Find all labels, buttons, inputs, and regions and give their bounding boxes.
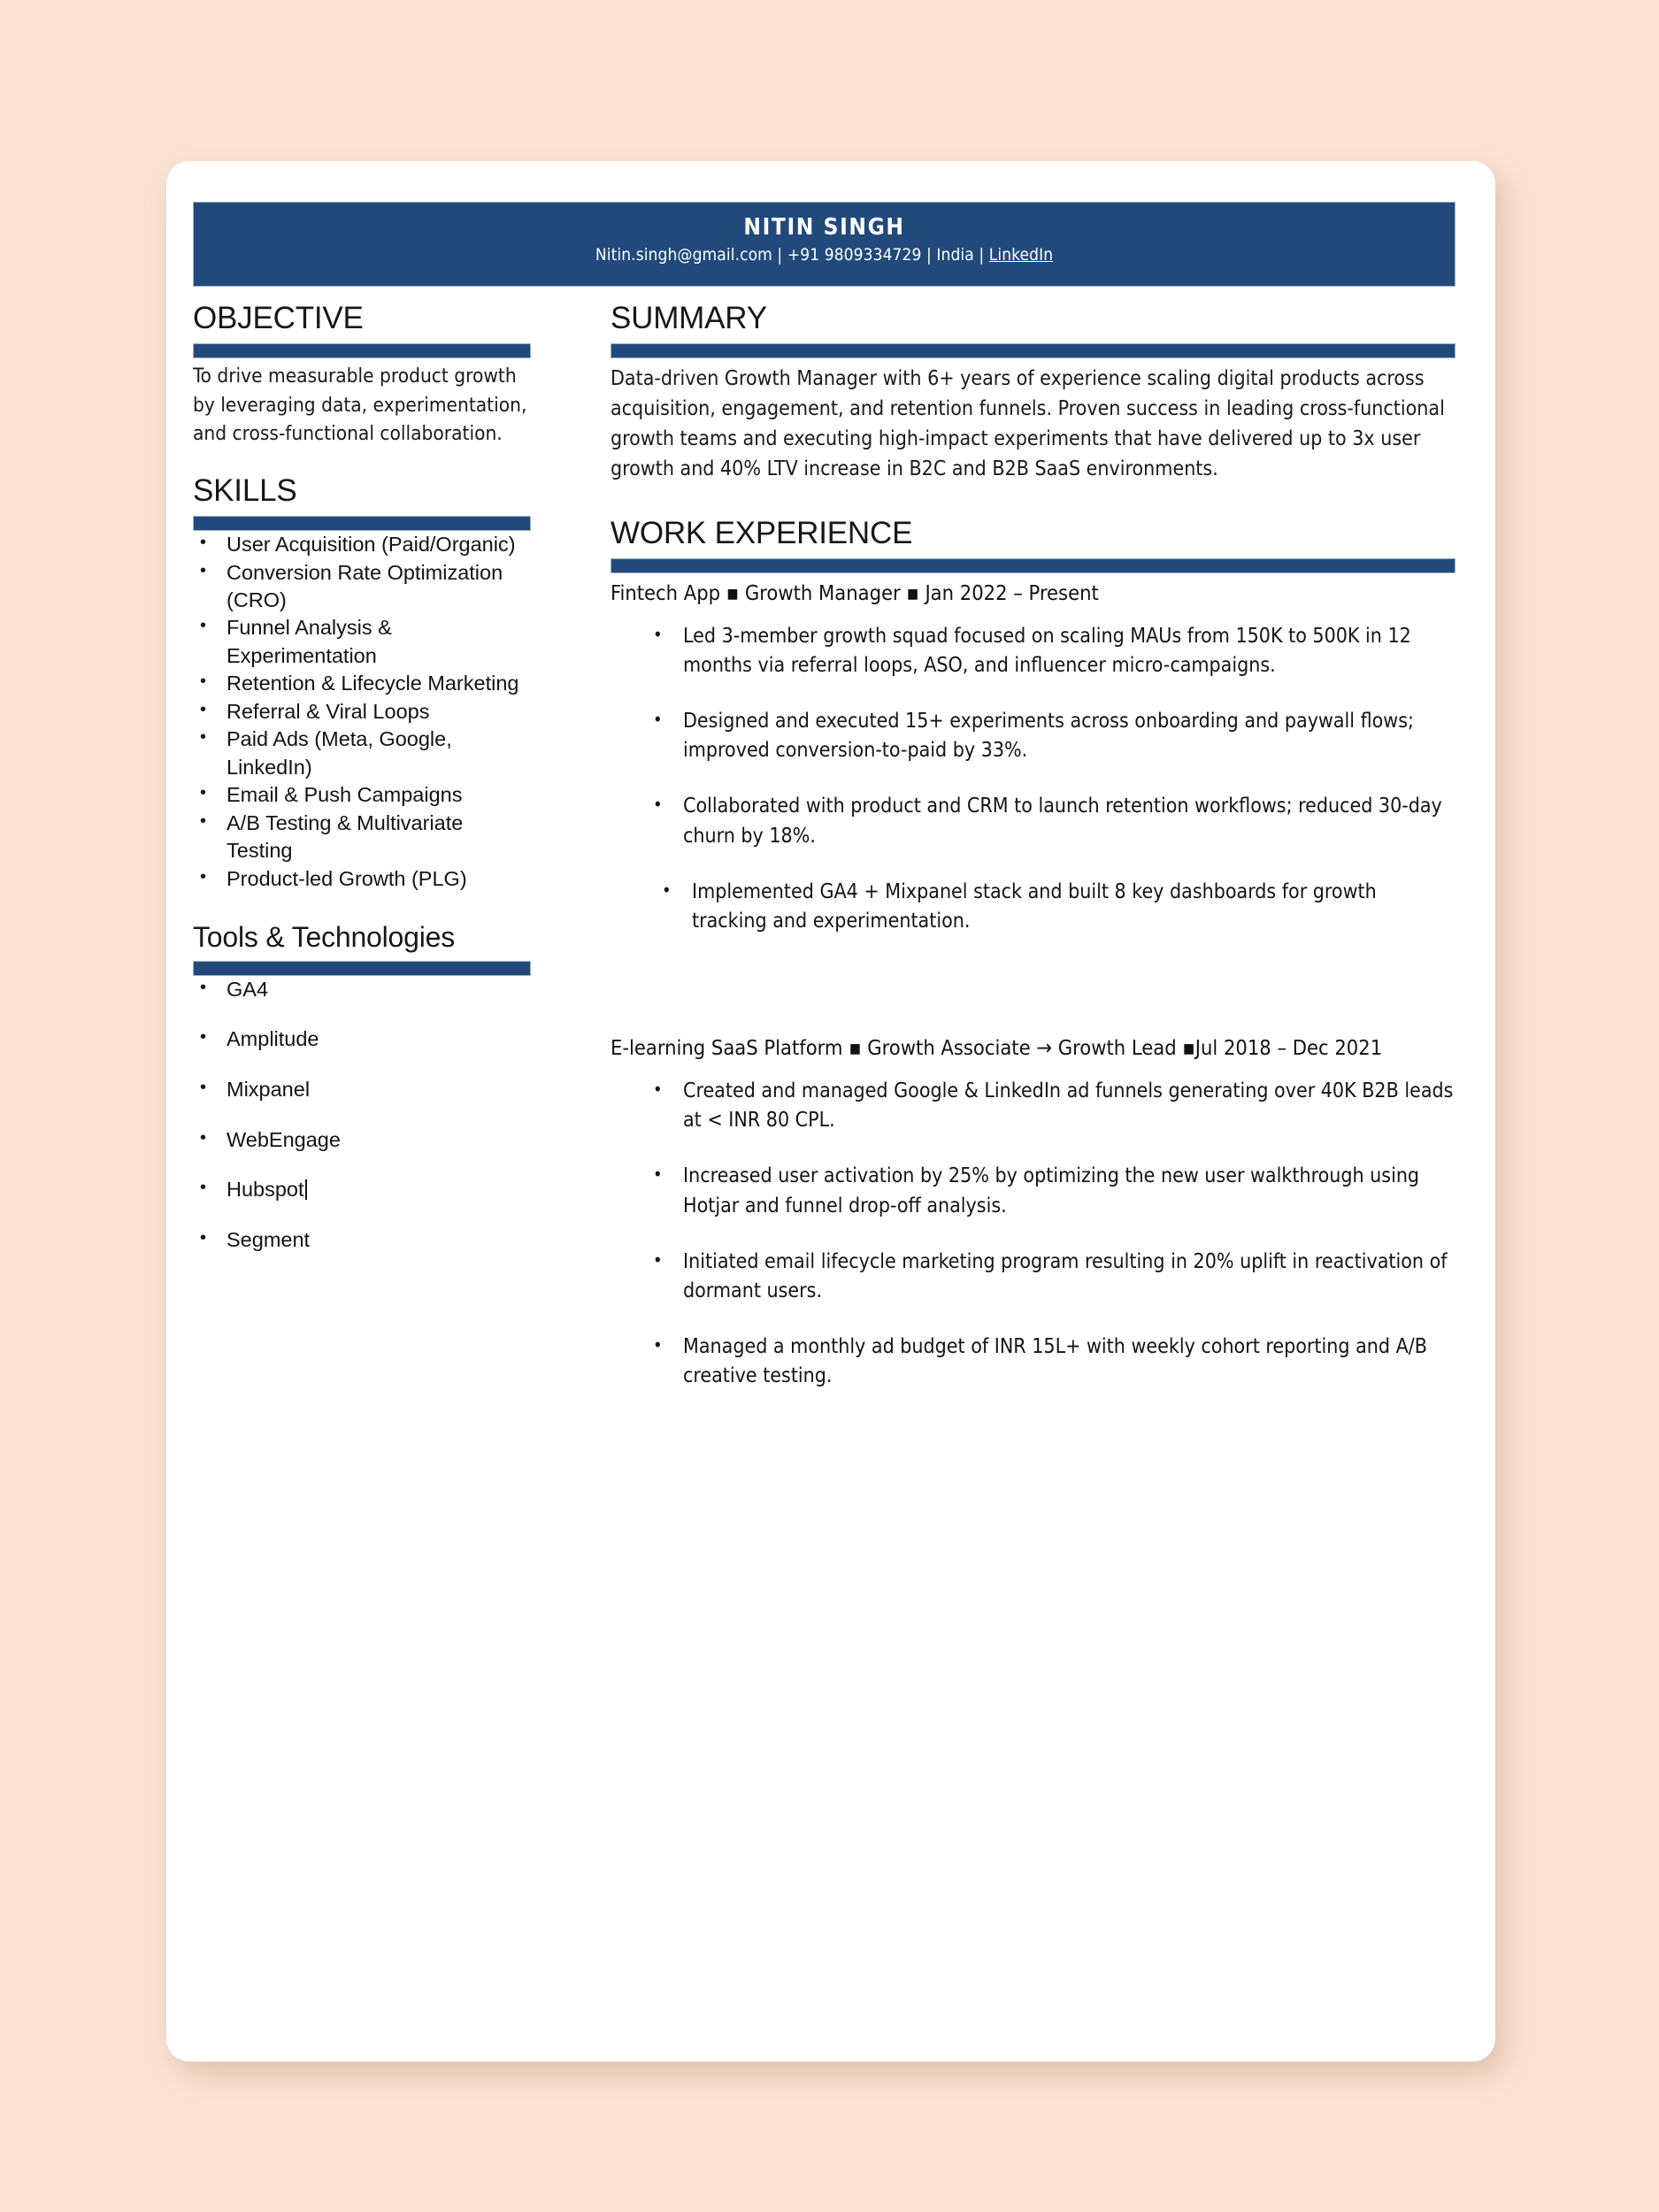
tool-label: WebEngage <box>227 1127 341 1151</box>
left-column <box>193 303 531 1276</box>
skills-list <box>193 531 531 893</box>
skills-accent-rule <box>193 516 531 531</box>
resume-document <box>166 161 1495 2062</box>
list-item: • Designed and executed 15+ experiments across onboarding and paywall flows; improved conversion-to-paid by 33%. <box>611 707 1455 765</box>
list-item: • Email & Push Campaigns <box>193 781 531 809</box>
objective-heading: OBJECTIVE <box>193 301 364 335</box>
text-cursor-caret <box>305 1179 307 1200</box>
contact-sep-3: | <box>973 244 989 265</box>
job-bullet-list <box>611 622 1455 936</box>
tool-label: Amplitude <box>227 1027 319 1051</box>
spacer-after-skills <box>193 893 531 923</box>
list-item <box>193 1126 531 1154</box>
list-item: • User Acquisition (Paid/Organic) <box>193 531 531 558</box>
list-item: • Funnel Analysis & Experimentation <box>193 614 531 670</box>
summary-text: Data-driven Growth Manager with 6+ years of experience scaling digital products across acquisition, engagement, and retention funnels. Proven success in leading cross-functional growth teams and executing high-impact experiments that have delivered up to 3x user growth and 40% LTV increase in B2C and B2B SaaS environments. <box>611 366 1445 480</box>
tool-label: GA4 <box>227 977 269 1001</box>
list-item: • Increased user activation by 25% by optimizing the new user walkthrough using Hotjar and funnel drop-off analysis. <box>611 1162 1455 1220</box>
list-item <box>193 1025 531 1053</box>
list-item: • A/B Testing & Multivariate Testing <box>193 810 531 865</box>
section-skills <box>193 475 531 893</box>
tool-label: Segment <box>227 1227 311 1251</box>
spacer-after-summary <box>611 484 1455 518</box>
job-entry <box>611 579 1455 936</box>
summary-heading: SUMMARY <box>611 301 767 335</box>
list-item: • Referral & Viral Loops <box>193 698 531 726</box>
candidate-name: NITIN SINGH <box>743 214 905 241</box>
section-summary <box>611 303 1455 484</box>
spacer-after-objective <box>193 449 531 475</box>
contact-line <box>194 244 1455 266</box>
section-work-experience <box>611 515 1455 1391</box>
list-item: • Created and managed Google & LinkedIn ad funnels generating over 40K B2B leads at < INR 80 CPL. <box>611 1077 1455 1135</box>
list-item <box>193 1076 531 1103</box>
job-bullet-list <box>611 1077 1455 1391</box>
objective-text: To drive measurable product growth by leveraging data, experimentation, and cross-functional collaboration. <box>193 364 527 446</box>
list-item: • Paid Ads (Meta, Google, LinkedIn) <box>193 726 531 781</box>
job-entry <box>611 1033 1455 1391</box>
job-header: Fintech App ▪ Growth Manager ▪ Jan 2022 – Present <box>611 580 1099 605</box>
contact-sep-2: | <box>921 244 937 265</box>
skills-heading: SKILLS <box>193 473 297 509</box>
tools-accent-rule <box>193 961 531 976</box>
section-tools <box>193 923 531 1253</box>
list-item: • Implemented GA4 + Mixpanel stack and built 8 key dashboards for growth tracking and experimentation. <box>611 878 1455 936</box>
tool-label: Hubspot <box>227 1178 304 1202</box>
list-item: • Product-led Growth (PLG) <box>193 865 531 893</box>
objective-accent-rule <box>193 343 531 358</box>
list-item: • Managed a monthly ad budget of INR 15L+ with weekly cohort reporting and A/B creative testing. <box>611 1333 1455 1391</box>
spacer-between-jobs <box>611 963 1455 1028</box>
section-objective <box>193 303 531 449</box>
job-header: E-learning SaaS Platform ▪ Growth Associate → Growth Lead ▪Jul 2018 – Dec 2021 <box>611 1034 1383 1060</box>
tools-list <box>193 976 531 1253</box>
contact-phone: +91 9809334729 <box>787 244 922 265</box>
list-item: • Conversion Rate Optimization (CRO) <box>193 559 531 615</box>
linkedin-link[interactable]: LinkedIn <box>988 244 1054 265</box>
contact-location: India <box>936 244 974 265</box>
list-item[interactable] <box>193 1176 531 1203</box>
work-experience-accent-rule <box>611 558 1455 573</box>
resume-header-band <box>193 202 1455 287</box>
list-item: • Initiated email lifecycle marketing program resulting in 20% uplift in reactivation of dormant users. <box>611 1248 1455 1306</box>
tool-label: Mixpanel <box>227 1078 311 1102</box>
contact-email: Nitin.singh@gmail.com <box>595 244 772 265</box>
list-item: • Retention & Lifecycle Marketing <box>193 670 531 697</box>
list-item: • Led 3-member growth squad focused on scaling MAUs from 150K to 500K in 12 months via referral loops, ASO, and influencer micro-campaigns. <box>611 622 1455 680</box>
tools-heading: Tools & Technologies <box>193 921 456 954</box>
list-item: • Collaborated with product and CRM to launch retention workflows; reduced 30-day churn by 18%. <box>611 792 1455 850</box>
contact-sep-1: | <box>772 244 787 265</box>
right-column <box>611 303 1455 1417</box>
summary-accent-rule <box>611 343 1455 358</box>
list-item <box>193 1226 531 1254</box>
list-item <box>193 976 531 1003</box>
work-experience-heading: WORK EXPERIENCE <box>611 515 913 550</box>
